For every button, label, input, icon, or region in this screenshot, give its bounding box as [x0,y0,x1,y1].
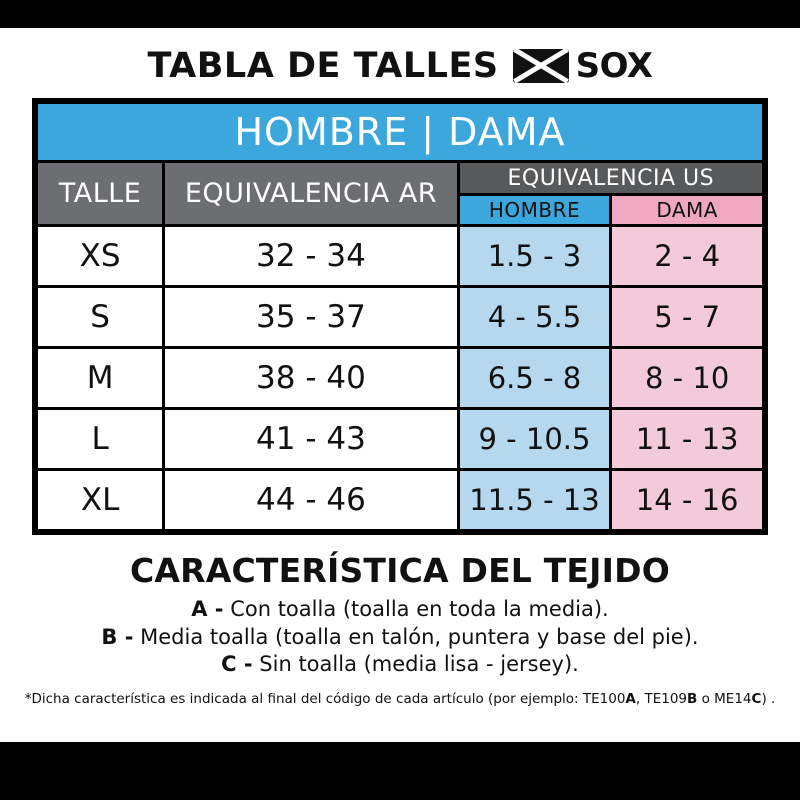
footnote-mid2: o ME14 [697,691,752,708]
feature-key: A - [191,597,224,621]
feature-key: B - [101,624,134,649]
column-group-header-us: EQUIVALENCIA US [458,162,763,195]
cell-ar: 44 - 46 [164,470,458,531]
footnote [0,691,800,707]
footnote-mid1: , TE109 [635,691,688,708]
column-header-us-dama: DAMA [611,195,764,226]
table-us-group-row [37,162,764,195]
cell-us-hombre: 9 - 10.5 [458,409,611,470]
table-banner-row [37,103,764,162]
table-row [37,226,764,287]
column-header-talle: TALLE [37,162,164,226]
table-banner: HOMBRE | DAMA [37,103,764,162]
footnote-code-a: A [625,691,636,708]
envelope-logo-icon [513,49,569,83]
header [0,28,800,98]
feature-item [0,624,800,652]
cell-us-dama: 5 - 7 [611,287,764,348]
footnote-suffix: ) . [761,691,776,708]
cell-us-hombre: 6.5 - 8 [458,348,611,409]
size-table [35,101,765,532]
cell-talle: XL [37,470,164,531]
cell-us-hombre: 1.5 - 3 [458,226,611,287]
brand-logo [513,46,653,86]
table-row [37,348,764,409]
feature-text: Con toalla (toalla en toda la media). [230,597,609,621]
cell-talle: S [37,287,164,348]
chart-content [0,28,800,742]
cell-us-dama: 11 - 13 [611,409,764,470]
cell-us-dama: 14 - 16 [611,470,764,531]
brand-name: SOX [575,46,653,86]
features-title: CARACTERÍSTICA DEL TEJIDO [130,551,670,590]
column-header-us-hombre: HOMBRE [458,195,611,226]
footnote-code-c: C [751,691,762,708]
cell-ar: 35 - 37 [164,287,458,348]
cell-us-dama: 8 - 10 [611,348,764,409]
footnote-prefix: *Dicha característica es indicada al final del código de cada artículo (por ejemplo: TE100 [24,691,626,708]
cell-talle: XS [37,226,164,287]
feature-key: C - [221,652,253,677]
cell-ar: 32 - 34 [164,226,458,287]
footnote-code-b: B [687,691,698,708]
column-header-ar: EQUIVALENCIA AR [164,162,458,226]
cell-talle: L [37,409,164,470]
cell-us-hombre: 4 - 5.5 [458,287,611,348]
feature-text: Sin toalla (media lisa - jersey). [259,652,579,677]
cell-ar: 38 - 40 [164,348,458,409]
cell-us-hombre: 11.5 - 13 [458,470,611,531]
size-table-wrapper [32,98,768,535]
cell-talle: M [37,348,164,409]
feature-text: Media toalla (toalla en talón, puntera y base del pie). [140,624,699,649]
cell-ar: 41 - 43 [164,409,458,470]
table-row [37,409,764,470]
cell-us-dama: 2 - 4 [611,226,764,287]
page-title: TABLA DE TALLES [147,46,499,86]
fabric-features [0,551,800,707]
feature-item [0,651,800,679]
table-row [37,470,764,531]
table-row [37,287,764,348]
feature-item [0,596,800,624]
